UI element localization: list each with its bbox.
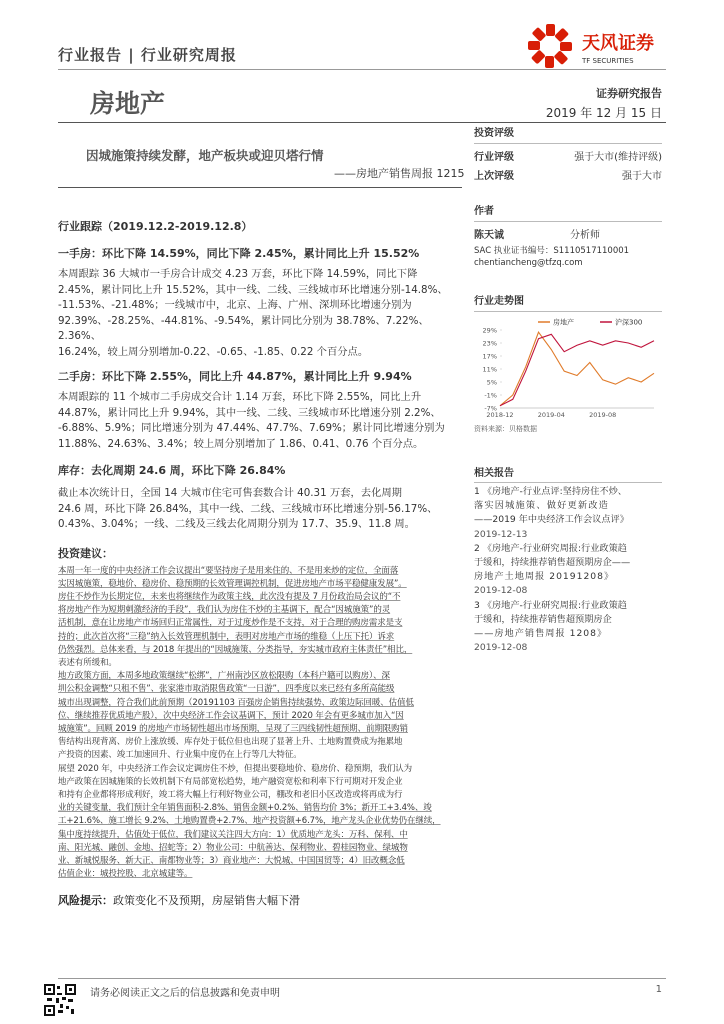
advice-line: 仍然强烈。总体来看，与 2018 年提出的“因城施策、分类指导，夯实城市政府主体责任”相比， (58, 644, 413, 655)
last-rating-value: 强于大市 (622, 171, 662, 182)
author-row (474, 226, 662, 241)
logo-flower-icon (522, 14, 672, 74)
rating-title: 投资评级 (474, 128, 514, 139)
second-house-title: 二手房：环比下降 2.55%，同比上升 44.87%，累计同比上升 9.94% (58, 370, 412, 383)
chart-series-line-real-estate (500, 332, 654, 406)
para-line: 16.24%，较上周分别增加-0.22、-0.65、-1.85、0.22 个百分点。 (58, 345, 369, 358)
chart-y-tick-label: 5% (486, 378, 497, 387)
advice-line: 实因城施策，稳地价、稳房价、稳预期的长效管理调控机制，促进房地产市场平稳健康发展”。 (58, 578, 407, 589)
trend-chart (474, 314, 662, 422)
header-rule (58, 69, 666, 70)
tracking-title: 行业跟踪（2019.12.2-2019.12.8） (58, 220, 253, 233)
related-list (474, 485, 662, 655)
footer-rule (58, 978, 666, 979)
inventory-paragraph (58, 486, 464, 533)
author-title: 作者 (474, 206, 494, 217)
advice-line: 展望 2020 年，中央经济工作会议定调房住不炒，但提出要稳地价、稳房价、稳预期，我们认为 (58, 763, 413, 774)
related-title: 相关报告 (474, 468, 514, 479)
last-rating-row (474, 167, 662, 182)
industry-rating-label: 行业评级 (474, 152, 514, 163)
advice-line: 表述有所缓和。 (58, 657, 117, 668)
sidebar-rule (474, 311, 662, 312)
advice-line: 本周一年一度的中央经济工作会议提出“要坚持房子是用来住的、不是用来炒的定位，全面落 (58, 565, 399, 576)
related-line: 房地产土地周报 20191208》 (474, 571, 615, 583)
chart-y-tick-label: 11% (482, 365, 497, 374)
new-house-title: 一手房：环比下降 14.59%，同比下降 2.45%，累计同比上升 15.52% (58, 247, 420, 260)
risk-label: 风险提示： (58, 894, 113, 908)
chart-source: 资料来源：贝格数据 (474, 425, 537, 433)
chart-y-tick-label: 23% (482, 339, 497, 348)
author-role: 分析师 (570, 230, 600, 241)
report-date: 2019 年 12 月 15 日 (545, 106, 662, 120)
subtitle: ——房地产销售周报 1215 (334, 167, 465, 180)
advice-line: 南、阳光城、融创、金地、招蛇等；2）物业公司：中航善达、保利物业、碧桂园物业、绿城物 (58, 842, 408, 853)
chart-x-tick-label: 2019-04 (537, 411, 565, 419)
related-line: 1 《房地产-行业点评:坚持房住不炒、 (474, 486, 627, 497)
report-series: 行业报告 | 行业研究周报 (58, 46, 237, 64)
new-house-paragraph (58, 267, 464, 360)
related-date: 2019-12-08 (474, 642, 528, 654)
last-rating-label: 上次评级 (474, 171, 514, 182)
sidebar-rule (474, 482, 662, 483)
related-line: ——2019 年中央经济工作会议点评》 (474, 514, 629, 526)
chart-y-tick-label: -1% (484, 391, 497, 400)
chart-y-tick-label: 29% (482, 326, 497, 335)
para-line: 截止本次统计日，全国 14 大城市住宅可售套数合计 40.31 万套，去化周期 (58, 487, 402, 499)
title-rule (58, 122, 666, 123)
related-report[interactable] (474, 599, 662, 656)
related-report[interactable] (474, 485, 662, 542)
chart-series-line-csi300 (500, 334, 654, 406)
para-line: 0.43%、3.04%；一线、二线及三线去化周期分别为 17.7、35.9、11.8 周。 (58, 518, 415, 530)
advice-line: 集中度持续提升，估值处于低位，我们建议关注四大方向：1）优质地产龙头：万科、保利、中 (58, 829, 408, 840)
related-date: 2019-12-08 (474, 585, 528, 597)
para-line: -6.88%、5.9%；同比增速分别为 47.44%、47.7%、7.69%；累计同比增速分别为 (58, 422, 445, 434)
advice-line: 将房地产作为短期刺激经济的手段”，我们认为房住不炒的主基调下，配合“因城施策”的灵 (58, 605, 391, 616)
advice-line: 城施策”。回顾 2019 的房地产市场韧性超出市场预期，呈现了三四线韧性超预期、前期限购销 (58, 723, 408, 734)
advice-line: 业、新城悦服务、新大正、南都物业等；3）商业地产：大悦城、中国国贸等；4）旧改概念低 (58, 855, 405, 866)
footer-disclaimer[interactable]: 请务必阅读正文之后的信息披露和免责申明 (90, 988, 280, 999)
para-line: 92.39%、-28.25%、-44.81%、-9.54%，累计同比分别为 38.78%、7.22%、2.36%、 (58, 314, 429, 342)
related-line: 于缓和，持续推荐销售超预期房企 (474, 613, 612, 625)
para-line: 24.6 周，环比下降 26.84%，其中一线、二线、三线城市环比增速分别-56.17%、 (58, 502, 438, 515)
main-column (58, 218, 464, 908)
advice-line: 估值企业：城投控股、北京城建等。 (58, 869, 193, 880)
industry-rating-value: 强于大市(维持评级) (574, 152, 662, 163)
second-house-paragraph (58, 390, 464, 452)
risk-text: 政策变化不及预期，房屋销售大幅下滑 (113, 894, 300, 908)
sector-title: 房地产 (90, 89, 166, 118)
sidebar (474, 124, 662, 655)
advice-title: 投资建议： (58, 546, 113, 560)
sidebar-rule (474, 143, 662, 144)
related-line: 落实因城施策、做好更新改造 (474, 500, 610, 512)
inventory-title: 库存：去化周期 24.6 周，环比下降 26.84% (58, 464, 286, 477)
para-line: 本周跟踪的 11 个城市二手房成交合计 1.14 万套，环比下降 2.55%，同比上升 (58, 391, 422, 403)
risk-note (58, 892, 464, 908)
advice-paragraph (58, 565, 464, 882)
chart-y-tick-label: -7% (484, 404, 497, 413)
brand-logo (522, 14, 672, 74)
chart-x-tick-label: 2019-08 (589, 411, 617, 419)
chart-x-tick-label: 2018-12 (486, 411, 514, 419)
sidebar-rule (474, 221, 662, 222)
related-line: 3 《房地产-行业研究周报:行业政策趋 (474, 599, 627, 611)
qr-code-icon (44, 984, 76, 1016)
chart-legend-label: 沪深300 (615, 318, 643, 327)
headline-rule (58, 187, 462, 188)
brand-cn: 天风证券 (582, 33, 654, 54)
related-line: 2 《房地产-行业研究周报:行业政策趋 (474, 542, 627, 554)
chart-legend-label: 房地产 (553, 318, 574, 327)
advice-line: 地方政策方面，本周多地政策继续“松绑”，广州南沙区放松限购（本科户籍可以购房）、深 (58, 671, 390, 682)
advice-line: 地产政策在因城施策的长效机制下有局部宽松趋势，地产融资宽松和利率下行可期对开发企业 (58, 776, 403, 787)
author-email[interactable]: chentiancheng@tfzq.com (474, 258, 583, 268)
para-line: 11.88%、24.63%、3.4%；较上周分别增加了 1.86、0.41、0.76 个百分点。 (58, 437, 424, 450)
advice-line: 工+21.6%、施工增长 9.2%、土地购置费+2.7%、地产投资额+6.7%，地产龙头企业优势仍在继续， (58, 816, 441, 827)
page-number: 1 (655, 984, 662, 995)
advice-line: 和持有企业都将形成利好，竣工将大幅上行利好物业公司，棚改和老旧小区改造或将再成为行 (58, 789, 403, 800)
advice-line: 房住不炒作为长期定位，未来也将继续作为政策主线，此次没有提及 7 月份政治局会议的“不 (58, 591, 401, 602)
related-line: 于缓和，持续推荐销售超预期房企—— (474, 557, 631, 569)
advice-line: 业的关键变量，我们预计全年销售面积-2.8%、销售金额+0.2%、销售均价 3%；新开工+3.4%、竣 (58, 803, 432, 814)
advice-line: 持的；此次首次将“三稳”纳入长效管理机制中，表明对房地产市场的维稳（上压下托）诉求 (58, 631, 395, 642)
advice-line: 城市出现调整，符合我们此前预期（20191103 百强房企销售持续强势、政策边际回暖、估值低 (58, 697, 414, 708)
related-report[interactable] (474, 542, 662, 599)
headline: 因城施策持续发酵，地产板块或迎贝塔行情 (86, 148, 324, 163)
advice-line: 活机制，意在让房地产市场回归正常属性，对于过度炒作是不支持，对于合理的购房需求是支 (58, 618, 403, 629)
report-type: 证券研究报告 (596, 87, 662, 100)
advice-line: 位、继续推荐优质地产股），次中央经济工作会议基调下，预计 2020 年会有更多城市加入“因 (58, 710, 404, 721)
related-line: ——房地产销售周报 1208》 (474, 628, 608, 640)
chart-y-tick-label: 17% (482, 352, 497, 361)
related-date: 2019-12-13 (474, 528, 528, 540)
industry-rating-row (474, 148, 662, 163)
author-name: 陈天诚 (474, 230, 504, 241)
brand-en: TF SECURITIES (582, 57, 634, 65)
author-sac: SAC 执业证书编号：S1110517110001 (474, 246, 630, 256)
advice-line: 售结构出现背离、房价上涨放缓、库存处于低位但也出现了显著上升、土地购置费成为拖累地 (58, 737, 403, 748)
para-line: 2.45%，累计同比上升 15.52%，其中一线、二线、三线城市环比增速分别-14.8%、 (58, 283, 448, 296)
para-line: 本周跟踪 36 大城市一手房合计成交 4.23 万套，环比下降 14.59%，同比下降 (58, 268, 418, 280)
advice-line: 产投资的因素、竣工加速回升、行业集中度仍在上行等几大特征。 (58, 750, 302, 761)
para-line: -11.53%、-21.48%；一线城市中，北京、上海、广州、深圳环比增速分别为 (58, 299, 412, 311)
trend-title: 行业走势图 (474, 296, 524, 307)
para-line: 44.87%，累计同比上升 9.94%，其中一线、二线、三线城市环比增速分别 2.2%、 (58, 406, 441, 419)
advice-line: 圳公积金调整“只租不售”、张家港市取消限售政策“一日游”，四季度以来已经有多所高能级 (58, 684, 395, 695)
